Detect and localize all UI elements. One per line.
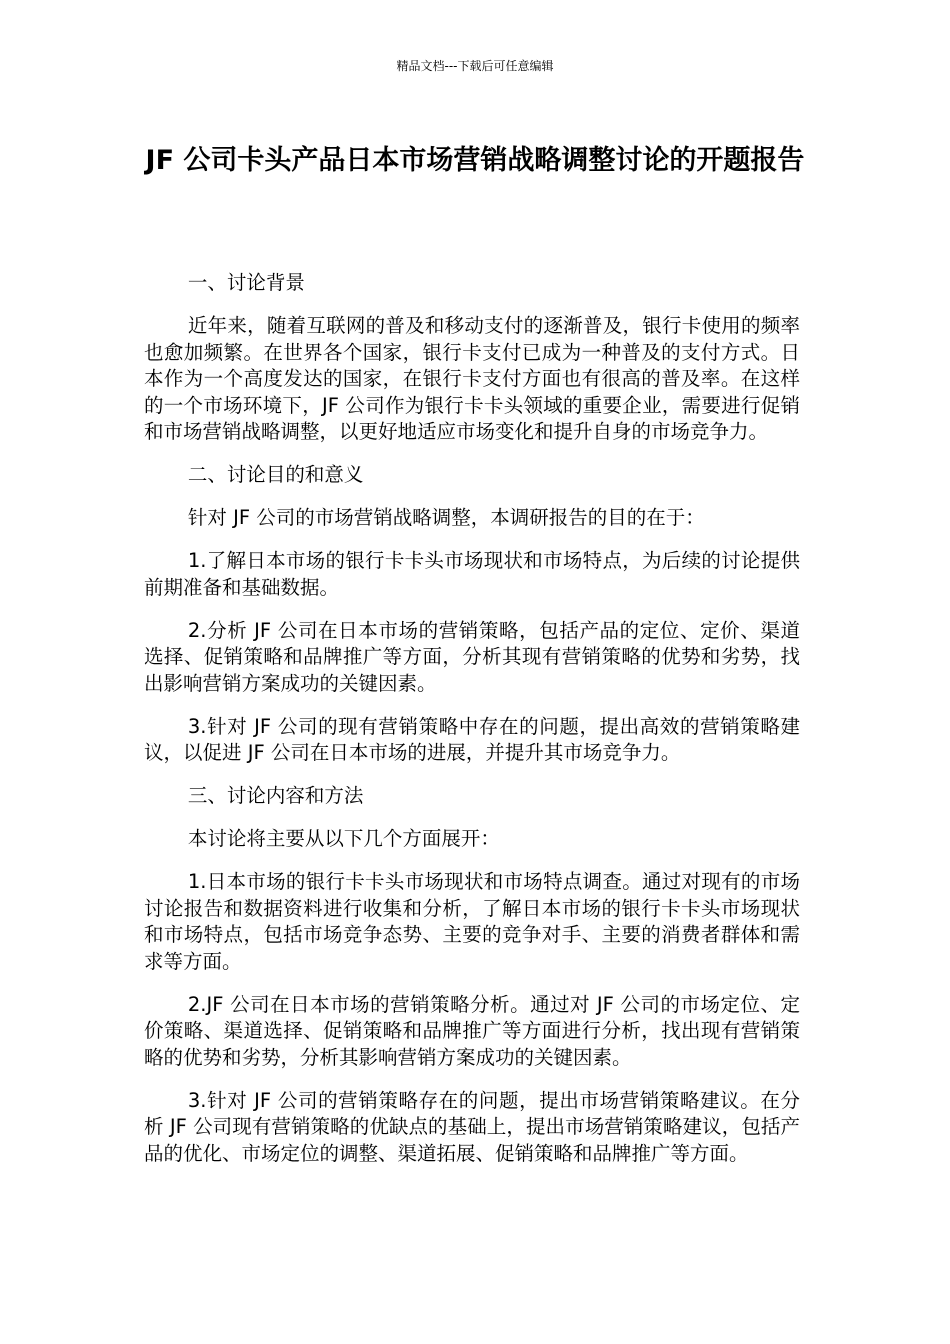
section-heading-background: 一、讨论背景	[187, 271, 305, 294]
paragraph-background: 近年来，随着互联网的普及和移动支付的逐渐普及，银行卡使用的频率也愈加频繁。在世界各个国家，银行卡支付已成为一种普及的支付方式。日本作为一个高度发达的国家，在银行卡支付方面也有很高的普及率。在这样的一个市场环境下，JF 公司作为银行卡卡头领域的重要企业，需要进行促销和市场营销战略调整，以更好地适应市场变化和提升自身的市场竞争力。	[144, 314, 800, 443]
section-heading-content: 三、讨论内容和方法	[187, 784, 364, 807]
content-item-3: 3.针对 JF 公司的营销策略存在的问题，提出市场营销策略建议。在分析 JF 公司现有营销策略的优缺点的基础上，提出市场营销策略建议，包括产品的优化、市场定位的调整、渠道拓展、促销策略和品牌推广等方面。	[144, 1088, 800, 1165]
content-item-1: 1.日本市场的银行卡卡头市场现状和市场特点调查。通过对现有的市场讨论报告和数据资料进行收集和分析，了解日本市场的银行卡卡头市场现状和市场特点，包括市场竞争态势、主要的竞争对手、主要的消费者群体和需求等方面。	[144, 870, 800, 973]
paragraph-content-intro: 本讨论将主要从以下几个方面展开：	[187, 827, 500, 850]
purpose-item-3: 3.针对 JF 公司的现有营销策略中存在的问题，提出高效的营销策略建议，以促进 JF 公司在日本市场的进展，并提升其市场竞争力。	[144, 714, 800, 764]
document-body	[144, 270, 800, 1184]
paragraph-purpose-intro: 针对 JF 公司的市场营销战略调整，本调研报告的目的在于：	[187, 506, 705, 529]
purpose-item-2: 2.分析 JF 公司在日本市场的营销策略，包括产品的定位、定价、渠道选择、促销策略和品牌推广等方面，分析其现有营销策略的优势和劣势，找出影响营销方案成功的关键因素。	[144, 618, 800, 695]
purpose-item-1: 1.了解日本市场的银行卡卡头市场现状和市场特点，为后续的讨论提供前期准备和基础数据。	[144, 549, 800, 599]
content-item-2: 2.JF 公司在日本市场的营销策略分析。通过对 JF 公司的市场定位、定价策略、渠道选择、促销策略和品牌推广等方面进行分析，找出现有营销策略的优势和劣势，分析其影响营销方案成功的关键因素。	[144, 992, 800, 1069]
section-heading-purpose: 二、讨论目的和意义	[187, 463, 364, 486]
document-title: JF 公司卡头产品日本市场营销战略调整讨论的开题报告	[145, 145, 805, 176]
header-note: 精品文档---下载后可任意编辑	[396, 59, 554, 73]
